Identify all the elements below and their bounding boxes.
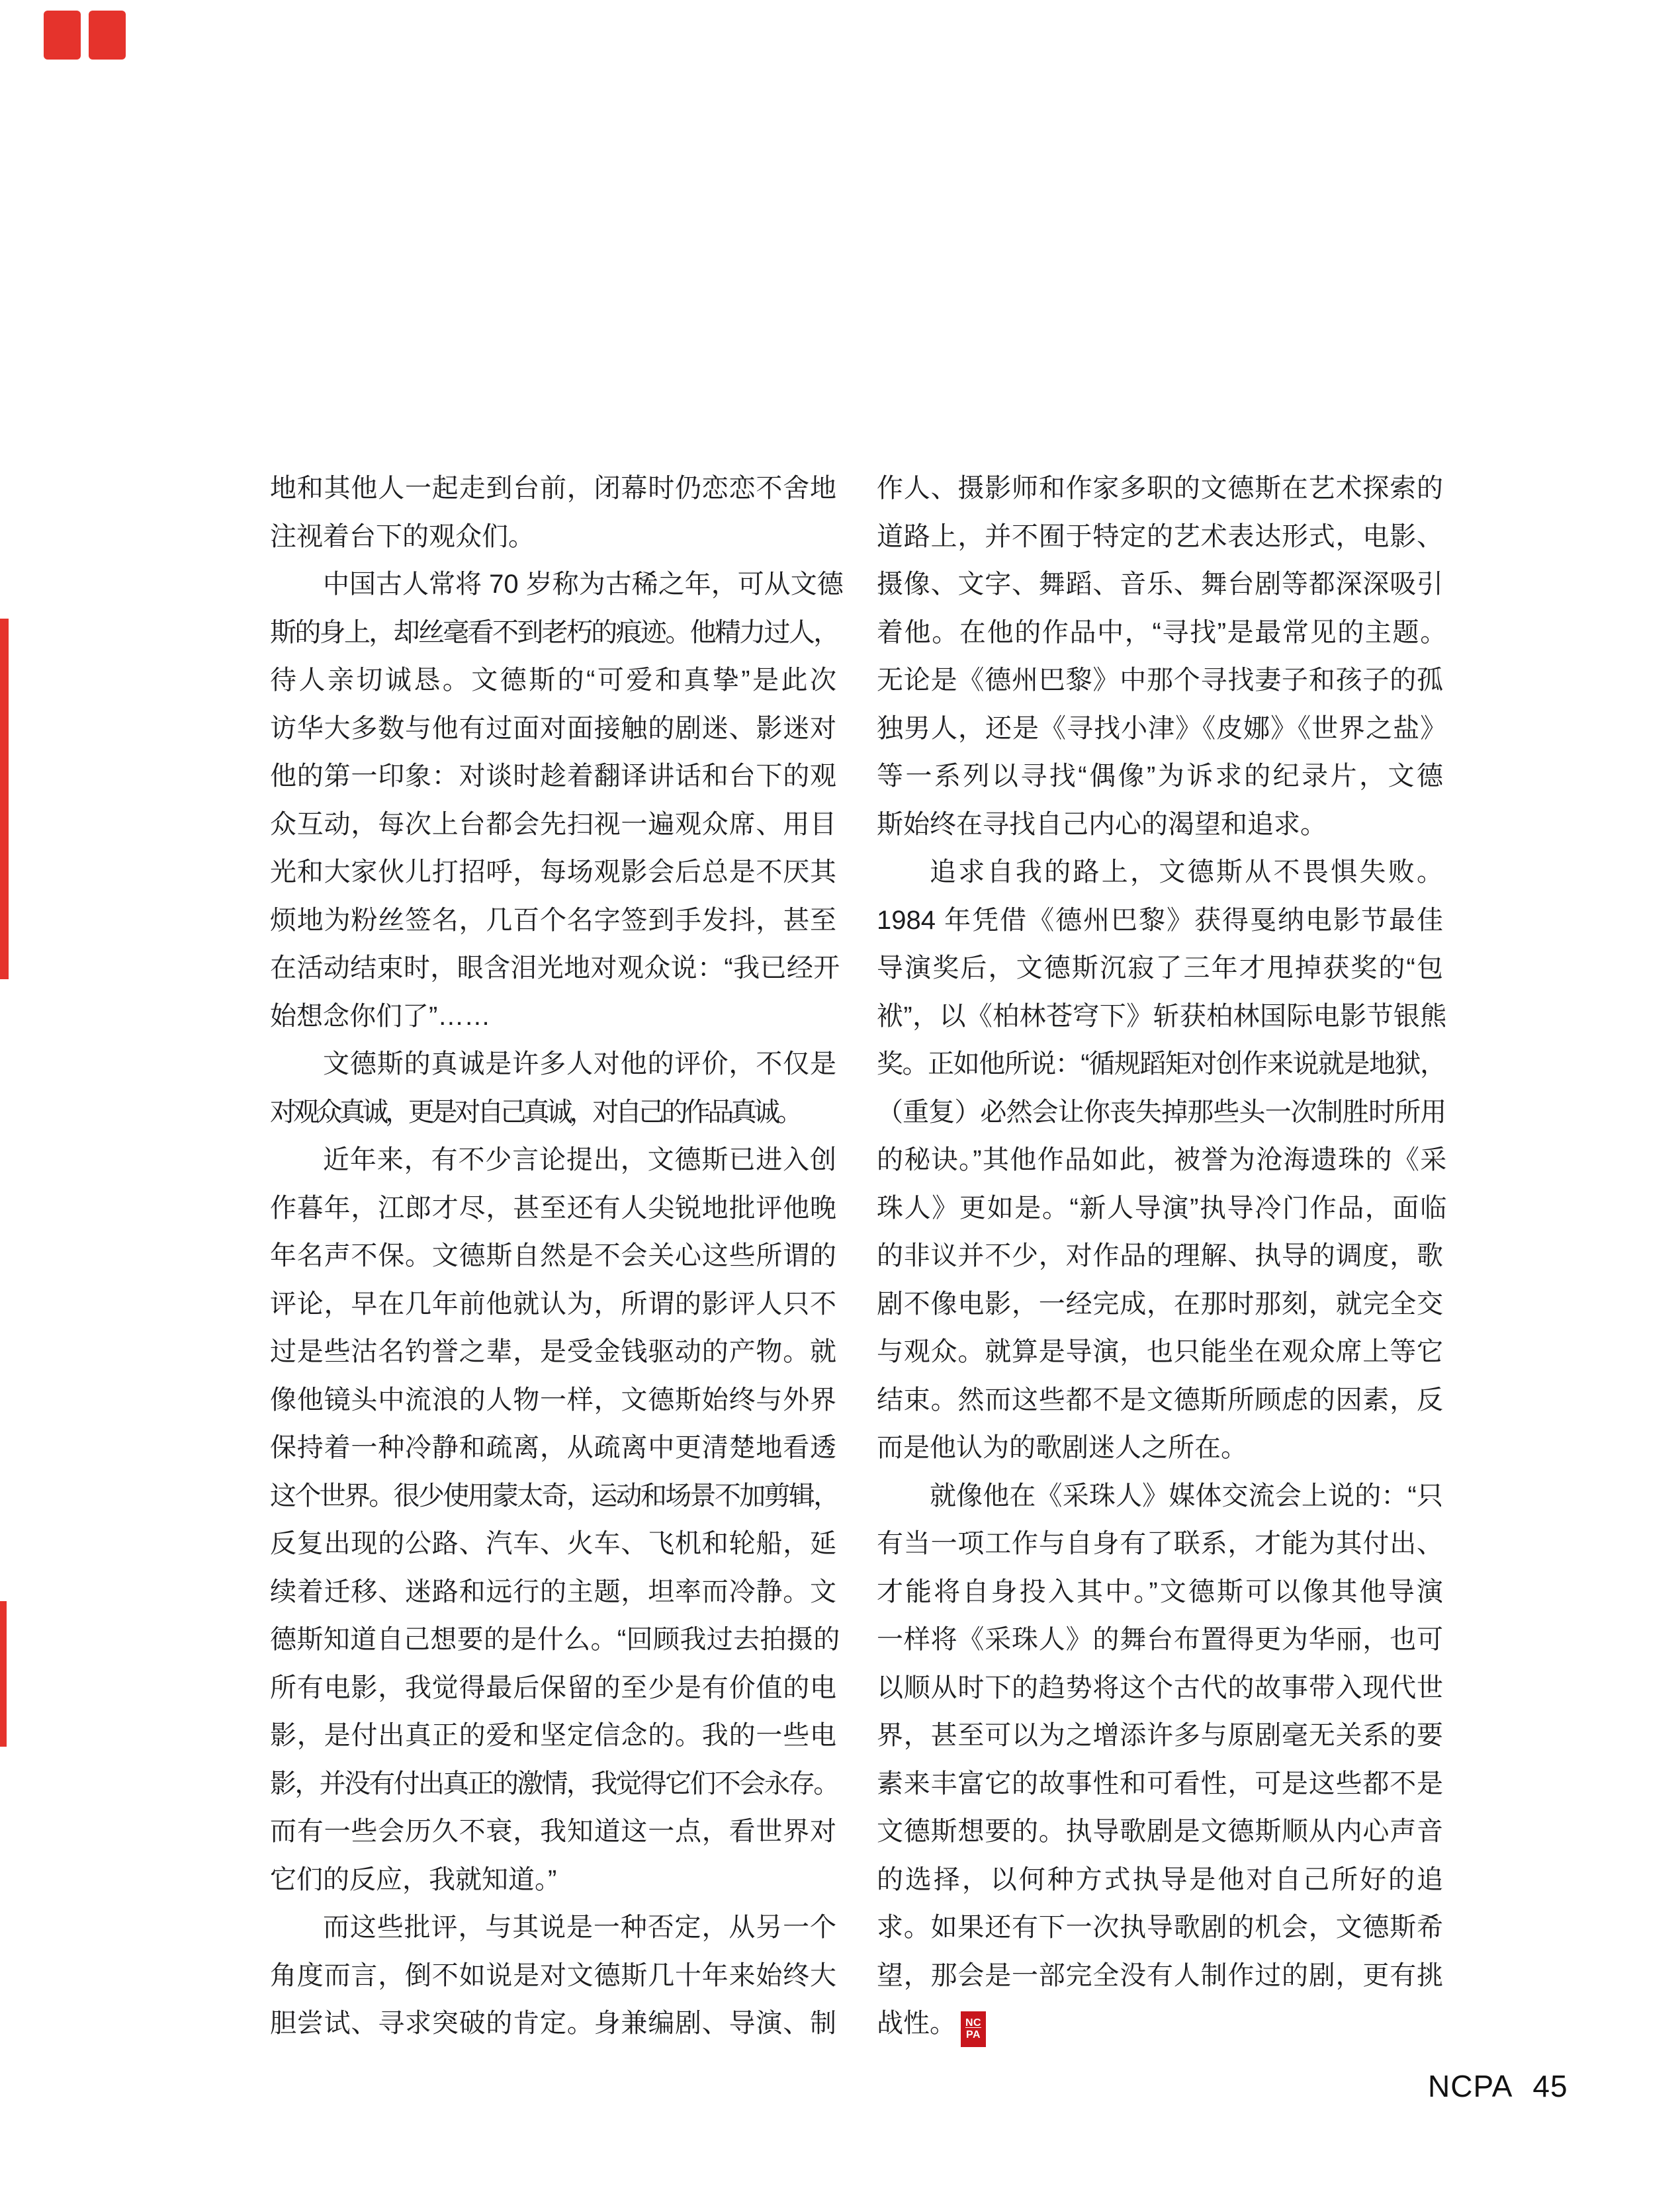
text-line: 追求自我的路上，文德斯从不畏惧失败。 [930,857,1443,887]
text-line: 而是他认为的歌剧迷人之所在。 [877,1433,1247,1462]
text-line: 访华大多数与他有过面对面接触的剧迷、影迷对 [270,713,836,743]
text-line: 的非议并不少，对作品的理解、执导的调度，歌 [877,1241,1443,1270]
edge-mark-square-1 [44,11,81,60]
text-line: 界，甚至可以为之增添许多与原剧毫无关系的要 [877,1721,1443,1750]
ncpa-end-seal [961,2011,986,2047]
text-line: 斯的身上，却丝毫看不到老朽的痕迹。他精力过人， [270,617,836,647]
text-line: 有当一项工作与自身有了联系，才能为其付出、 [877,1529,1443,1558]
text-line: 保持着一种冷静和疏离，从疏离中更清楚地看透 [270,1433,836,1462]
text-line: 待人亲切诚恳。文德斯的“可爱和真挚”是此次 [270,666,836,695]
text-line: 素来丰富它的故事性和可看性，可是这些都不是 [877,1769,1443,1798]
text-line: 他的第一印象：对谈时趁着翻译讲话和台下的观 [270,762,836,791]
text-line: 众互动，每次上台都会先扫视一遍观众席、用目 [270,809,836,839]
text-line: 地和其他人一起走到台前，闭幕时仍恋恋不舍地 [270,474,836,503]
text-line: 等一系列以寻找“偶像”为诉求的纪录片，文德 [877,762,1443,791]
text-line: 过是些沽名钓誉之辈，是受金钱驱动的产物。就 [270,1337,836,1366]
page-number: 45 [1532,2069,1568,2103]
text-line: 导演奖后，文德斯沉寂了三年才甩掉获奖的“包 [877,953,1443,983]
text-line: 着他。在他的作品中，“寻找”是最常见的主题。 [877,617,1443,647]
text-line: 始想念你们了”…… [270,1001,491,1031]
text-line: 对观众真诚，更是对自己真诚，对自己的作品真诚。 [270,1097,800,1127]
text-line: 所有电影，我觉得最后保留的至少是有价值的电 [270,1673,836,1702]
text-line: 影，是付出真正的爱和坚定信念的。我的一些电 [270,1721,836,1750]
text-line: 就像他在《采珠人》媒体交流会上说的：“只 [930,1481,1443,1510]
text-line: 奖。正如他所说：“循规蹈矩对创作来说就是地狱， [877,1049,1443,1078]
text-line: 斯始终在寻找自己内心的渴望和追求。 [877,809,1327,839]
text-line: 文德斯的真诚是许多人对他的评价，不仅是 [323,1049,836,1078]
text-line: 才能将自身投入其中。”文德斯可以像其他导演 [877,1577,1443,1606]
text-line: 的选择，以何种方式执导是他对自己所好的追 [877,1864,1443,1894]
text-line: 作人、摄影师和作家多职的文德斯在艺术探索的 [877,474,1443,503]
text-line: 中国古人常将 70 岁称为古稀之年，可从文德 [323,570,844,599]
page-footer [1428,2068,1568,2104]
text-line: 德斯知道自己想要的是什么。“回顾我过去拍摄的 [270,1625,836,1654]
edge-mark-bar-1 [0,619,9,979]
text-line: 文德斯想要的。执导歌剧是文德斯顺从内心声音 [877,1817,1443,1846]
text-line: 它们的反应，我就知道。” [270,1864,557,1894]
text-line: 年名声不保。文德斯自然是不会关心这些所谓的 [270,1241,836,1270]
text-line: 注视着台下的观众们。 [270,521,535,551]
text-line: 像他镜头中流浪的人物一样，文德斯始终与外界 [270,1385,836,1415]
text-line: 一样将《采珠人》的舞台布置得更为华丽，也可 [877,1625,1443,1654]
footer-brand: NCPA [1428,2069,1513,2103]
text-line: 角度而言，倒不如说是对文德斯几十年来始终大 [270,1960,836,1990]
text-line: 而有一些会历久不衰，我知道这一点，看世界对 [270,1817,836,1846]
text-line: 与观众。就算是导演，也只能坐在观众席上等它 [877,1337,1443,1366]
text-line: 续着迁移、迷路和远行的主题，坦率而冷静。文 [270,1577,836,1606]
seal-line-2: PA [965,2029,981,2040]
text-line: 独男人，还是《寻找小津》《皮娜》《世界之盐》 [877,713,1443,743]
text-line: 影，并没有付出真正的激情，我觉得它们不会永存。 [270,1769,836,1798]
text-column-left [270,464,844,2048]
text-line: 望，那会是一部完全没有人制作过的剧，更有挑 [877,1960,1443,1990]
text-line: 光和大家伙儿打招呼，每场观影会后总是不厌其 [270,857,836,887]
edge-mark-bar-2 [0,1601,7,1747]
text-line: 剧不像电影，一经完成，在那时那刻，就完全交 [877,1289,1443,1319]
text-column-right [877,464,1443,2048]
text-line: 珠人》更如是。“新人导演”执导冷门作品，面临 [877,1193,1443,1223]
text-line: 胆尝试、寻求突破的肯定。身兼编剧、导演、制 [270,2009,836,2038]
text-line: 近年来，有不少言论提出，文德斯已进入创 [323,1145,836,1174]
text-line: 求。如果还有下一次执导歌剧的机会，文德斯希 [877,1913,1443,1942]
text-line: 道路上，并不囿于特定的艺术表达形式，电影、 [877,521,1443,551]
seal-line-1: NC [965,2017,982,2029]
text-line: （重复）必然会让你丧失掉那些头一次制胜时所用 [877,1097,1443,1127]
text-line: 战性。 [877,2009,956,2038]
text-line: 的秘诀。”其他作品如此，被誉为沧海遗珠的《采 [877,1145,1443,1174]
text-line: 评论，早在几年前他就认为，所谓的影评人只不 [270,1289,836,1319]
text-line: 这个世界。很少使用蒙太奇，运动和场景不加剪辑， [270,1481,836,1510]
edge-mark-square-2 [89,11,126,60]
text-line: 袱”，以《柏林苍穹下》斩获柏林国际电影节银熊 [877,1001,1443,1031]
text-line: 反复出现的公路、汽车、火车、飞机和轮船，延 [270,1529,836,1558]
text-line: 摄像、文字、舞蹈、音乐、舞台剧等都深深吸引 [877,570,1443,599]
text-line: 结束。然而这些都不是文德斯所顾虑的因素，反 [877,1385,1443,1415]
text-line: 1984 年凭借《德州巴黎》获得戛纳电影节最佳 [877,905,1443,935]
text-line: 作暮年，江郎才尽，甚至还有人尖锐地批评他晚 [270,1193,836,1223]
text-line: 在活动结束时，眼含泪光地对观众说：“我已经开 [270,953,836,983]
text-line: 而这些批评，与其说是一种否定，从另一个 [323,1913,836,1942]
text-line: 烦地为粉丝签名，几百个名字签到手发抖，甚至 [270,905,836,935]
text-line: 无论是《德州巴黎》中那个寻找妻子和孩子的孤 [877,666,1443,695]
text-line: 以顺从时下的趋势将这个古代的故事带入现代世 [877,1673,1443,1702]
